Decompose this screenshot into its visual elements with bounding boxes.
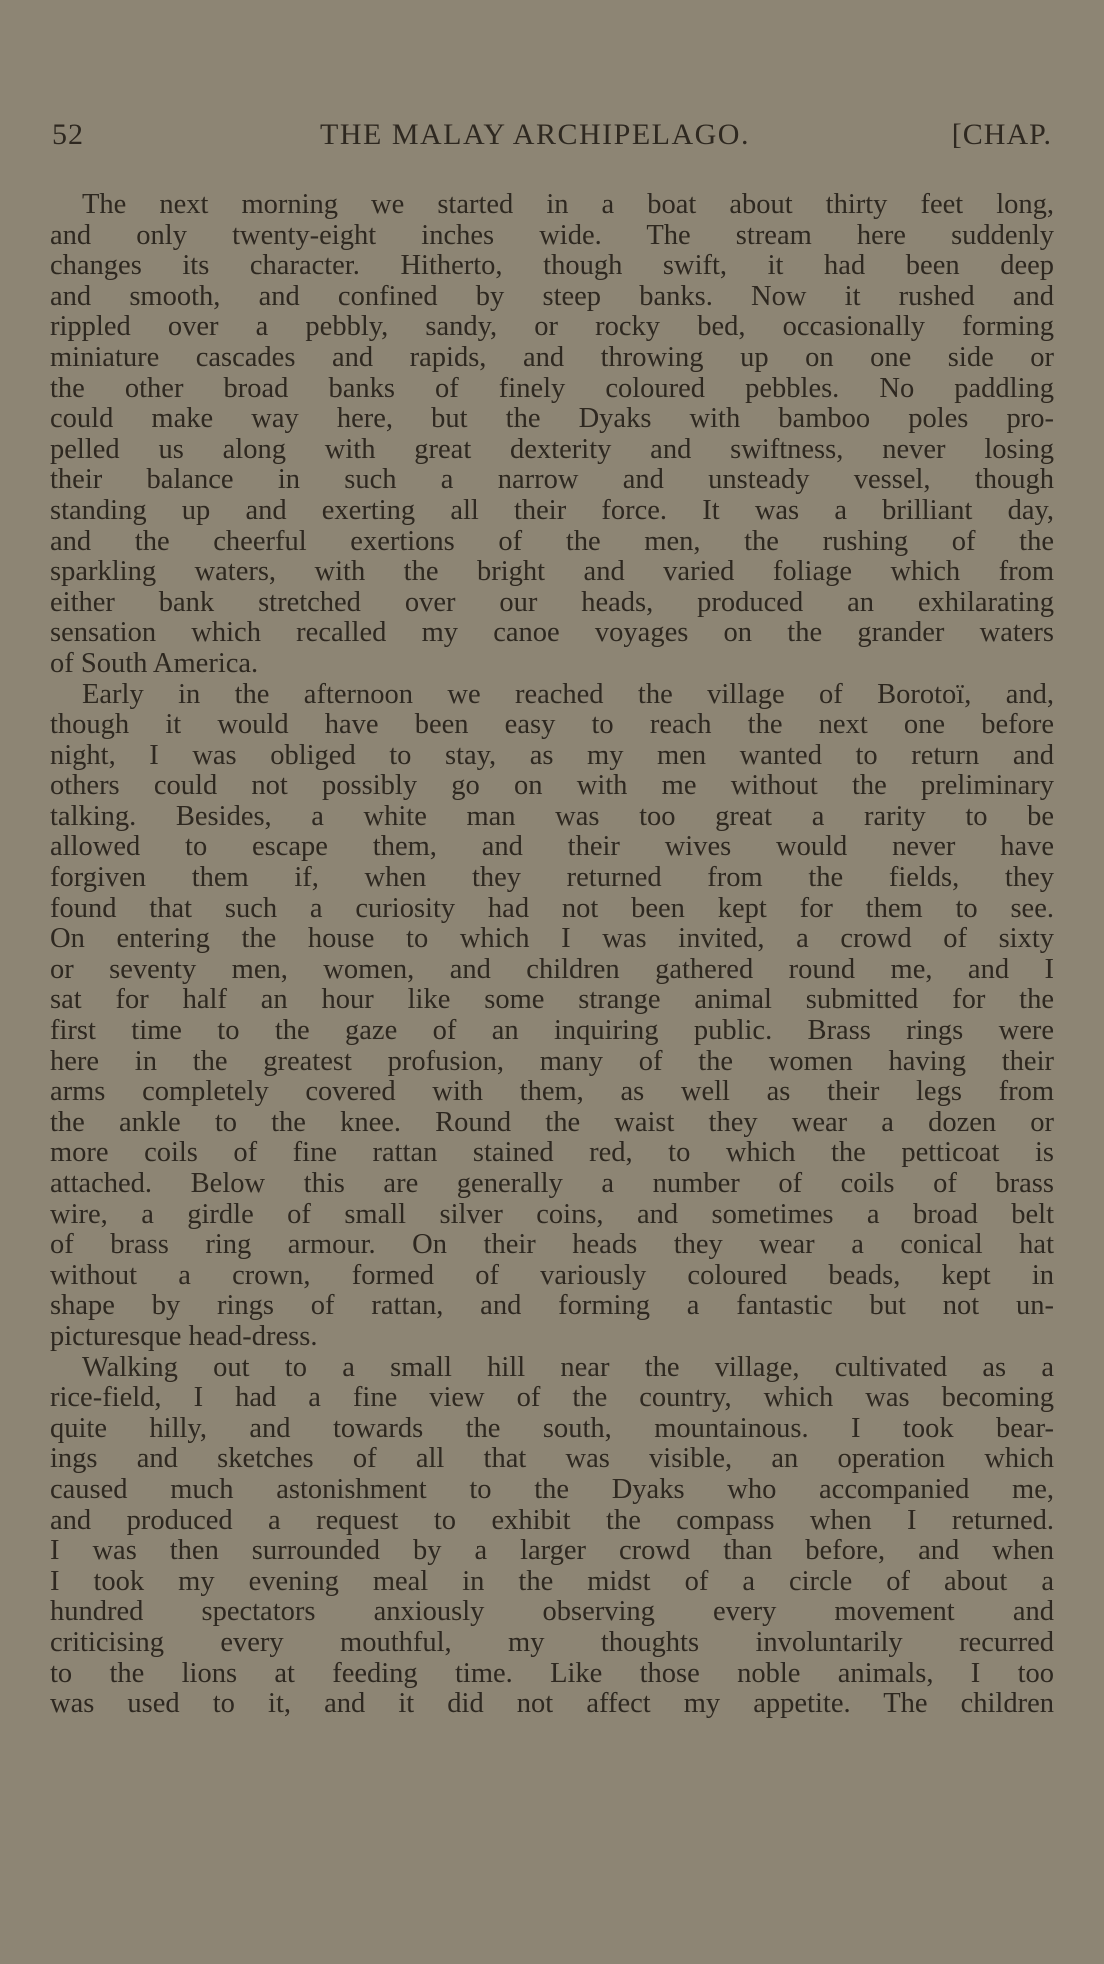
text-line: changes its character. Hitherto, though swift, it had been deep	[50, 251, 1054, 282]
text-line: to the lions at feeding time. Like those noble animals, I too	[50, 1658, 1054, 1689]
text-line: was used to it, and it did not affect my appetite. The children	[50, 1689, 1054, 1720]
running-title: THE MALAY ARCHIPELAGO.	[320, 118, 750, 151]
body-text	[50, 190, 1054, 1720]
text-line: rice-field, I had a fine view of the country, which was becoming	[50, 1383, 1054, 1414]
text-line: arms completely covered with them, as well as their legs from	[50, 1077, 1054, 1108]
text-line: either bank stretched over our heads, produced an exhilarating	[50, 587, 1054, 618]
text-line: rippled over a pebbly, sandy, or rocky bed, occasionally forming	[50, 312, 1054, 343]
text-line: pelled us along with great dexterity and swiftness, never losing	[50, 434, 1054, 465]
text-line: attached. Below this are generally a number of coils of brass	[50, 1169, 1054, 1199]
text-line: The next morning we started in a boat about thirty feet long,	[82, 190, 1054, 220]
text-line: of brass ring armour. On their heads they wear a conical hat	[50, 1230, 1054, 1261]
page-number: 52	[52, 118, 84, 151]
text-line: night, I was obliged to stay, as my men wanted to return and	[50, 740, 1054, 771]
text-line: and smooth, and confined by steep banks. Now it rushed and	[50, 281, 1054, 312]
text-line: wire, a girdle of small silver coins, and sometimes a broad belt	[50, 1199, 1054, 1230]
text-line: without a crown, formed of variously coloured beads, kept in	[50, 1260, 1054, 1291]
text-line: sparkling waters, with the bright and varied foliage which from	[50, 557, 1054, 588]
text-line: picturesque head-dress.	[50, 1321, 318, 1352]
text-line: criticising every mouthful, my thoughts involuntarily recurred	[50, 1627, 1054, 1658]
text-line: of South America.	[50, 648, 259, 679]
text-line: first time to the gaze of an inquiring public. Brass rings were	[50, 1016, 1054, 1047]
running-head	[52, 118, 1052, 158]
text-line: allowed to escape them, and their wives would never have	[50, 832, 1054, 863]
text-line: miniature cascades and rapids, and throwing up on one side or	[50, 342, 1054, 373]
text-line: and only twenty-eight inches wide. The stream here suddenly	[50, 220, 1054, 251]
text-line: and produced a request to exhibit the compass when I returned.	[50, 1505, 1054, 1536]
text-line: found that such a curiosity had not been kept for them to see.	[50, 893, 1054, 924]
text-line: standing up and exerting all their force. It was a brilliant day,	[50, 495, 1054, 526]
text-line: caused much astonishment to the Dyaks who accompanied me,	[50, 1474, 1054, 1505]
text-line: though it would have been easy to reach the next one before	[50, 710, 1054, 741]
text-line: Walking out to a small hill near the village, cultivated as a	[82, 1352, 1054, 1383]
text-line: On entering the house to which I was invited, a crowd of sixty	[50, 924, 1054, 955]
text-line: could make way here, but the Dyaks with bamboo poles pro-	[50, 404, 1054, 435]
text-line: forgiven them if, when they returned from the fields, they	[50, 863, 1054, 894]
chapter-marker: [CHAP.	[951, 118, 1052, 151]
text-line: I was then surrounded by a larger crowd than before, and when	[50, 1536, 1054, 1567]
text-line: more coils of fine rattan stained red, to which the petticoat is	[50, 1138, 1054, 1169]
text-line: and the cheerful exertions of the men, the rushing of the	[50, 526, 1054, 557]
text-line: shape by rings of rattan, and forming a fantastic but not un-	[50, 1291, 1054, 1322]
text-line: or seventy men, women, and children gathered round me, and I	[50, 954, 1054, 985]
text-line: talking. Besides, a white man was too great a rarity to be	[50, 801, 1054, 832]
text-line: others could not possibly go on with me without the preliminary	[50, 771, 1054, 802]
text-line: their balance in such a narrow and unsteady vessel, though	[50, 465, 1054, 496]
text-line: here in the greatest profusion, many of the women having their	[50, 1046, 1054, 1077]
text-line: the ankle to the knee. Round the waist they wear a dozen or	[50, 1107, 1054, 1138]
text-line: hundred spectators anxiously observing every movement and	[50, 1597, 1054, 1628]
text-line: I took my evening meal in the midst of a circle of about a	[50, 1566, 1054, 1597]
text-line: sensation which recalled my canoe voyages on the grander waters	[50, 618, 1054, 649]
text-line: quite hilly, and towards the south, mountainous. I took bear-	[50, 1413, 1054, 1444]
text-line: Early in the afternoon we reached the village of Borotoï, and,	[82, 679, 1054, 710]
text-line: the other broad banks of finely coloured pebbles. No paddling	[50, 373, 1054, 404]
text-line: sat for half an hour like some strange animal submitted for the	[50, 985, 1054, 1016]
text-line: ings and sketches of all that was visible, an operation which	[50, 1444, 1054, 1475]
